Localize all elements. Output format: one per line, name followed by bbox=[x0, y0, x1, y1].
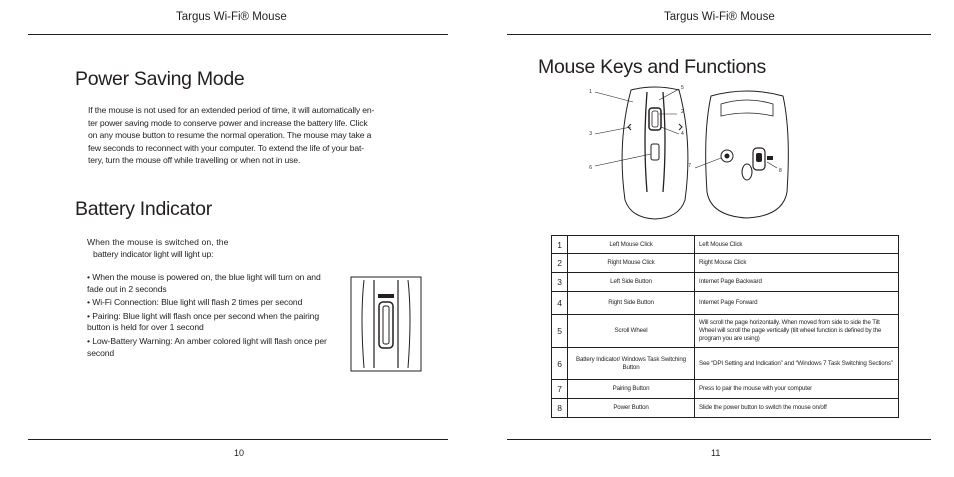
callout-3: 3 bbox=[589, 131, 592, 137]
table-row bbox=[552, 380, 899, 399]
button-name: Scroll Wheel bbox=[568, 315, 695, 348]
power-saving-title: Power Saving Mode bbox=[75, 68, 245, 90]
paragraph-line: few seconds to reconnect with your computer. To extend the life of your bat- bbox=[88, 142, 365, 153]
button-function: See “DPI Setting and Indication” and “Windows 7 Task Switching Sections” bbox=[695, 348, 899, 380]
page-header: Targus Wi-Fi® Mouse bbox=[176, 11, 287, 23]
row-number: 7 bbox=[552, 380, 568, 399]
button-function: Will scroll the page horizontally. When moved from side to side the Tilt Wheel will scroll the page vertically (tilt wheel function is defined by the program you are using) bbox=[695, 315, 899, 348]
table-row bbox=[552, 348, 899, 380]
row-number: 4 bbox=[552, 292, 568, 315]
table-row bbox=[552, 292, 899, 315]
list-item: • Wi-Fi Connection: Blue light will flash 2 times per second bbox=[87, 297, 303, 308]
button-name: Pairing Button bbox=[568, 380, 695, 399]
paragraph-line: on any mouse button to resume the normal operation. The mouse may take a bbox=[88, 130, 372, 140]
functions-table bbox=[551, 235, 899, 418]
battery-indicator-title: Battery Indicator bbox=[75, 198, 212, 220]
footer-rule bbox=[507, 439, 931, 440]
button-name: Power Button bbox=[568, 399, 695, 418]
row-number: 8 bbox=[552, 399, 568, 418]
footer-rule bbox=[28, 439, 448, 440]
right-page bbox=[477, 0, 954, 477]
header-rule bbox=[507, 34, 931, 35]
mouse-top-view bbox=[622, 87, 688, 219]
mouse-bottom-view bbox=[706, 91, 789, 218]
battery-intro bbox=[87, 236, 277, 260]
row-number: 2 bbox=[552, 254, 568, 273]
header-rule bbox=[28, 34, 448, 35]
table-row bbox=[552, 254, 899, 273]
row-number: 1 bbox=[552, 236, 568, 254]
row-number: 5 bbox=[552, 315, 568, 348]
callout-1: 1 bbox=[589, 89, 592, 95]
table-row bbox=[552, 236, 899, 254]
button-function: Internet Page Forward bbox=[695, 292, 899, 315]
list-item: • Low-Battery Warning: An amber colored light will flash once per second bbox=[87, 335, 327, 358]
battery-bullet-list bbox=[87, 272, 335, 361]
page-number: 10 bbox=[234, 448, 245, 458]
row-number: 6 bbox=[552, 348, 568, 380]
button-function: Right Mouse Click bbox=[695, 254, 899, 273]
mouse-diagram bbox=[587, 82, 803, 222]
callout-8: 8 bbox=[779, 168, 782, 174]
paragraph-line: tery, turn the mouse off while travelling or when not in use. bbox=[88, 155, 301, 165]
table-row bbox=[552, 399, 899, 418]
button-name: Right Side Button bbox=[568, 292, 695, 315]
list-item: • When the mouse is powered on, the blue light will turn on and fade out in 2 seconds bbox=[87, 272, 321, 294]
button-function: Press to pair the mouse with your computer bbox=[695, 380, 899, 399]
button-function: Internet Page Backward bbox=[695, 273, 899, 292]
list-item: • Pairing: Blue light will flash once per second when the pairing button is held for over 1 second bbox=[87, 310, 320, 333]
row-number: 3 bbox=[552, 273, 568, 292]
paragraph-line: ter power saving mode to conserve power and increase the battery life. Click bbox=[88, 117, 368, 128]
callout-5: 5 bbox=[681, 85, 684, 91]
button-name: Right Mouse Click bbox=[568, 254, 695, 273]
power-saving-paragraph bbox=[88, 104, 428, 167]
button-name: Left Side Button bbox=[568, 273, 695, 292]
battery-indicator-illustration bbox=[350, 276, 422, 372]
callout-7: 7 bbox=[688, 163, 691, 169]
table-row bbox=[552, 273, 899, 292]
page-number: 11 bbox=[711, 448, 721, 458]
button-function: Left Mouse Click bbox=[695, 236, 899, 254]
button-function: Slide the power button to switch the mouse on/off bbox=[695, 399, 899, 418]
callout-4: 4 bbox=[681, 131, 684, 137]
page-header: Targus Wi-Fi® Mouse bbox=[664, 11, 775, 23]
battery-intro-line: When the mouse is switched on, the bbox=[87, 237, 229, 247]
table-row bbox=[552, 315, 899, 348]
battery-intro-line: battery indicator light will light up: bbox=[93, 249, 214, 259]
callout-2: 2 bbox=[681, 109, 684, 115]
paragraph-line: If the mouse is not used for an extended period of time, it will automatically en- bbox=[88, 105, 375, 115]
callout-6: 6 bbox=[589, 165, 592, 171]
mouse-keys-title: Mouse Keys and Functions bbox=[538, 56, 767, 78]
button-name: Battery Indicator/ Windows Task Switching Button bbox=[568, 348, 695, 380]
button-name: Left Mouse Click bbox=[568, 236, 695, 254]
